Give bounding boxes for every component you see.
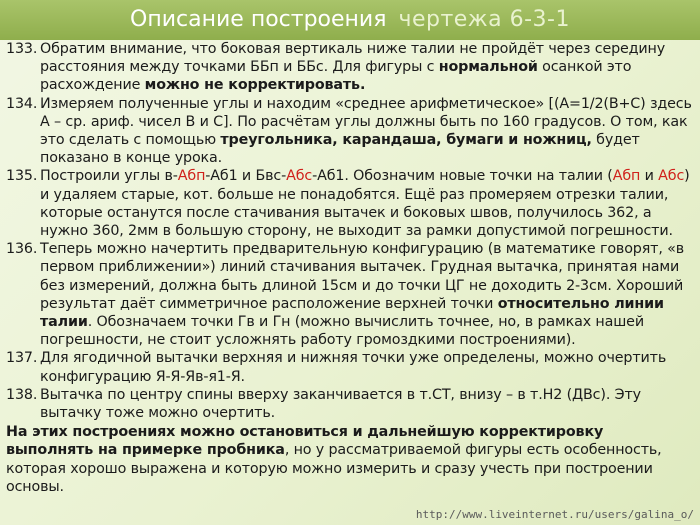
paragraph-text: будет показано в конце урока. <box>40 132 640 167</box>
paragraph-number: 134. <box>6 95 38 112</box>
paragraph-text: Теперь можно начертить предварительную конфигурацию (в математике говорят, «в первом приближении») линий стачивания вытачек. Грудная вытачка, принятая нами без измерений, должна быть длиной 15см и до точки ЦГ не доходить 2-3см. Хороший результат даёт симметричное расположение верхней точки <box>40 241 685 312</box>
point-label: Абп <box>177 168 206 185</box>
paragraph-number: 138. <box>6 386 38 403</box>
point-label: Абп <box>612 168 641 185</box>
slide-title-bar <box>0 0 700 40</box>
paragraph-text: , но у рассматриваемой фигуры есть особенность, которая хорошо выражена и которую можно измерить и сразу учесть при построении основы. <box>6 442 662 495</box>
paragraph-text: Измеряем полученные углы и находим «среднее арифметическое» [(А=1/2(В+С) здесь А – ср. ариф. чисел В и С]. По расчётам углы должны быть по 160 градусов. О том, как это сделать с помощью <box>40 95 692 149</box>
slide-title: Описание построения <box>130 7 387 32</box>
paragraph-text: осанкой это расхождение <box>40 59 632 94</box>
paragraph-number: 133. <box>6 41 38 57</box>
emphasis-text: нормальной <box>438 59 538 76</box>
emphasis-text: треугольника, карандаша, бумаги и ножниц, <box>220 132 592 149</box>
paragraph-135 <box>6 167 694 240</box>
paragraph-138 <box>6 386 694 422</box>
emphasis-text: На этих построениях можно остановиться и дальнейшую корректировку выполнять на примерке пробника <box>6 424 604 459</box>
paragraph-text: . Обозначаем точки Гв и Гн (можно вычислить точнее, но, в рамках нашей погрешности, не стоит усложнять работу громоздкими построениями). <box>40 314 644 349</box>
watermark-url: http://www.liveinternet.ru/users/galina_o/ <box>415 508 694 521</box>
paragraph-text: Обратим внимание, что боковая вертикаль ниже талии не пройдёт через середину расстояния между точками ББп и ББс. Для фигуры с <box>40 41 666 76</box>
paragraph-136 <box>6 240 694 349</box>
paragraph-final <box>6 423 694 496</box>
point-label: Абс <box>286 168 313 185</box>
paragraph-number: 137. <box>6 350 38 367</box>
paragraph-number: 136. <box>6 241 38 258</box>
paragraph-number: 135. <box>6 168 38 185</box>
paragraph-text: и <box>640 168 659 185</box>
paragraph-text: -Аб1. Обозначим новые точки на талии ( <box>312 168 613 185</box>
paragraph-133 <box>6 40 694 95</box>
point-label: Абс <box>658 168 685 185</box>
paragraph-text: Построили углы в- <box>40 168 178 185</box>
paragraph-text: Вытачка по центру спины вверху заканчивается в т.СТ, внизу – в т.Н2 (ДВс). Эту вытачку тоже можно очертить. <box>40 386 641 422</box>
paragraph-134 <box>6 95 694 168</box>
emphasis-text: можно не корректировать. <box>144 77 366 94</box>
slide-body <box>6 40 694 496</box>
slide-subtitle: чертежа 6-3-1 <box>398 7 570 32</box>
paragraph-137 <box>6 349 694 385</box>
paragraph-text: ) и удаляем старые, кот. больше не понадобятся. Ещё раз промеряем отрезки талии, которые останутся после стачивания вытачек и боковых швов, получилось 362, а нужно 360, 2мм в большую сторону, не выходит за рамки допустимой погрешности. <box>40 168 690 240</box>
paragraph-text: Для ягодичной вытачки верхняя и нижняя точки уже определены, можно очертить конфигурацию Я-Я-Яв-я1-Я. <box>40 350 667 385</box>
paragraph-text: -Аб1 и Бвс- <box>205 168 287 185</box>
emphasis-text: относительно линии талии <box>40 295 664 331</box>
